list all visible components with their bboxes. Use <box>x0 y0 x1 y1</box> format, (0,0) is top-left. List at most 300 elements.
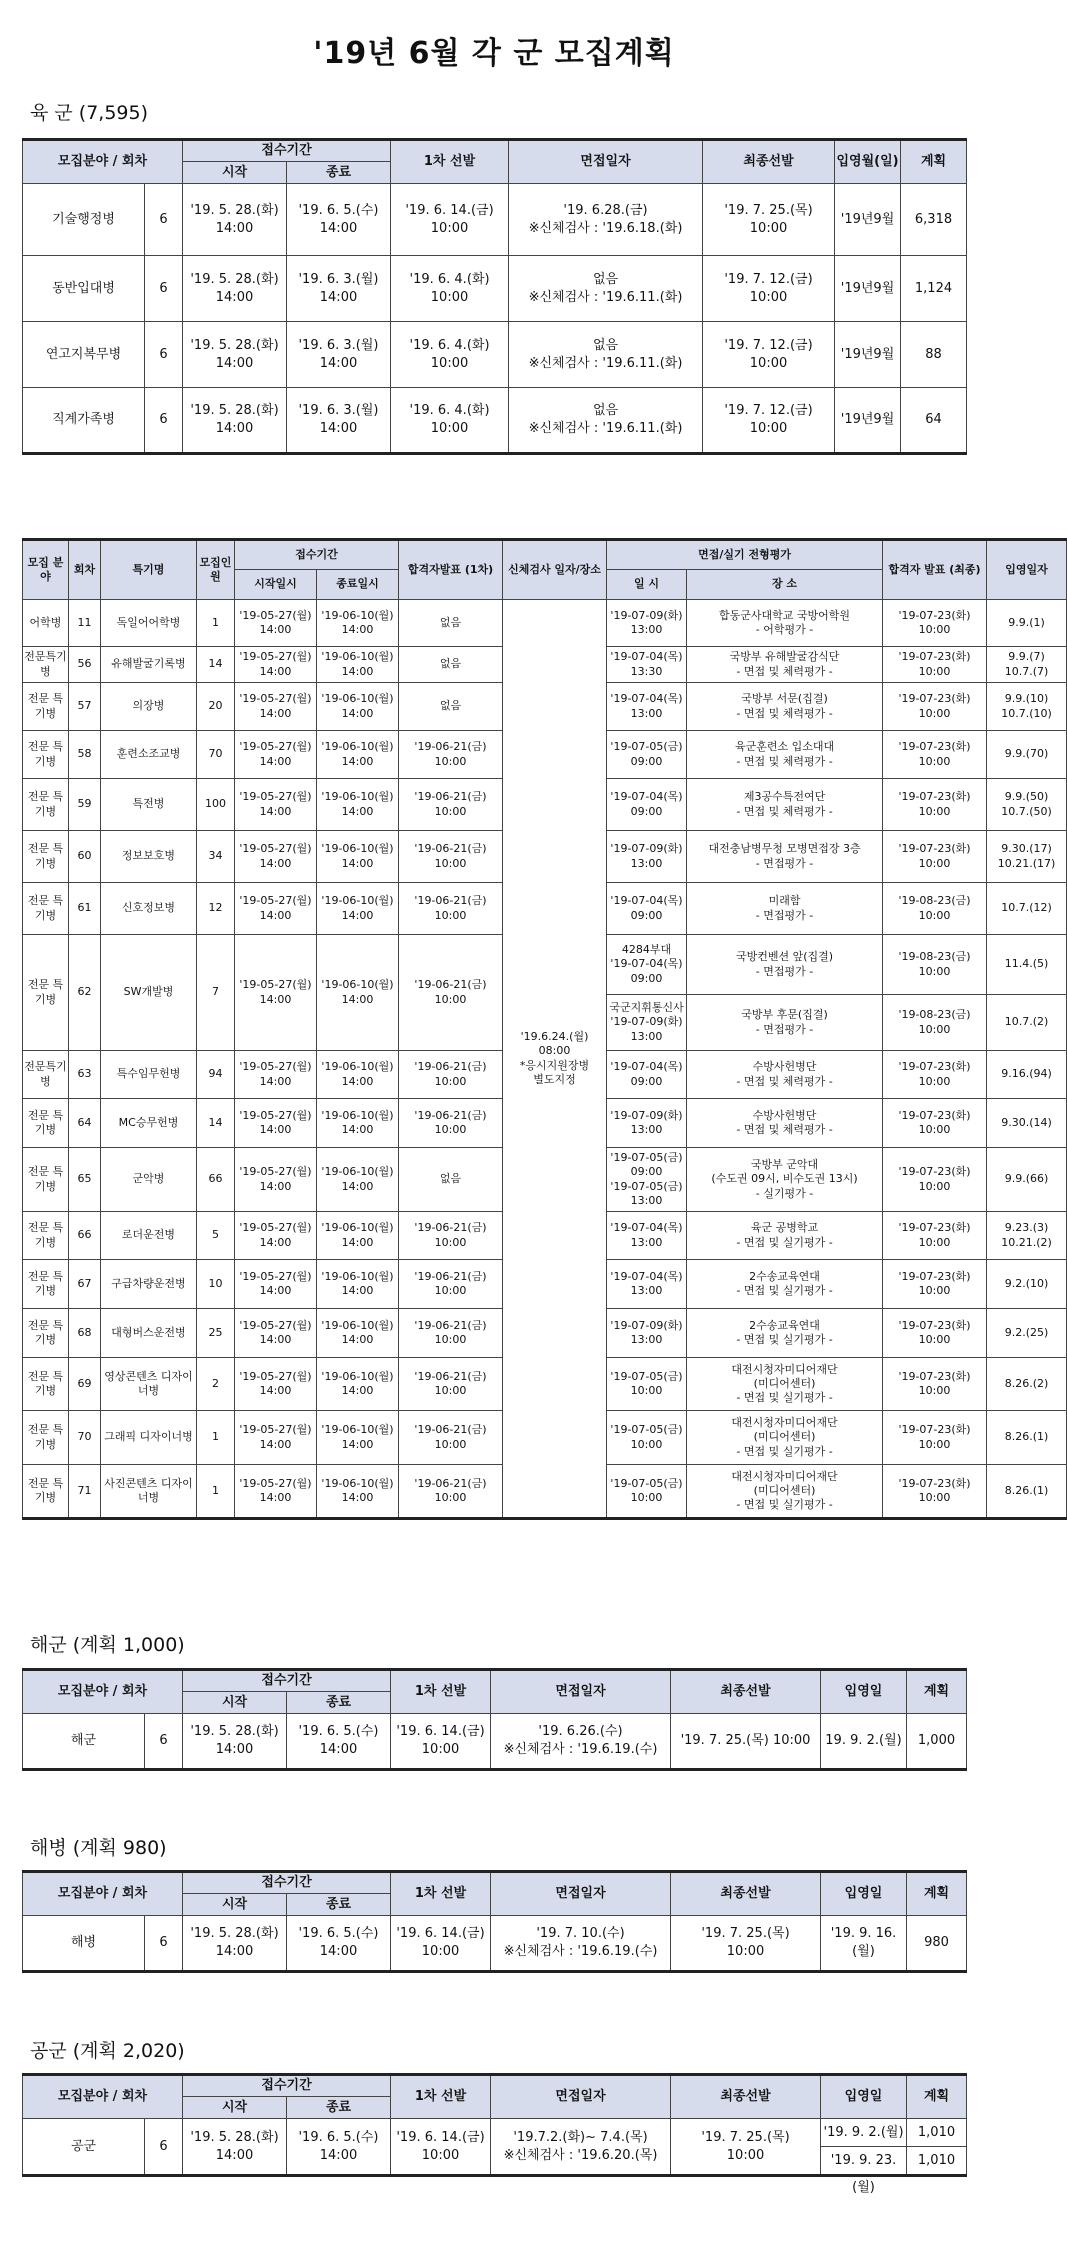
start-date-line: '19-05-27(월) <box>239 1221 312 1235</box>
first-pass-date-line: 10:00 <box>434 1074 467 1088</box>
first-pass-date-line: '19-06-21(금) <box>414 1318 487 1332</box>
header-enlist: 입영일자 <box>987 540 1067 600</box>
start-date <box>235 731 317 779</box>
enlist-date-line: 9.9.(66) <box>1004 1172 1049 1186</box>
end-date-line: 14:00 <box>341 1284 374 1297</box>
interview-datetime-line: 13:00 <box>630 856 663 870</box>
enlist-date <box>987 1148 1067 1212</box>
enlist-date: 19. 9. 2.(월) <box>821 1714 907 1770</box>
enlist-date-line: 9.30.(17) <box>1001 842 1052 856</box>
interview-date <box>491 1916 671 1972</box>
start-date-line: '19. 5. 28.(화) <box>190 202 279 218</box>
end-date-line: 14:00 <box>341 1123 374 1136</box>
final-pass-date-line: '19-07-23(화) <box>898 608 971 622</box>
physical-exam-date-line: 08:00 <box>538 1044 571 1058</box>
end-date-line: 14:00 <box>341 623 374 636</box>
first-pass-date <box>399 600 503 647</box>
final-selection-line: '19. 7. 25.(목) <box>701 1926 790 1942</box>
airforce-heading: 공군 (계획 2,020) <box>30 2040 185 2062</box>
start-date-line: '19-05-27(월) <box>239 978 312 992</box>
end-date <box>317 935 399 1051</box>
start-date-line: '19. 5. 28.(화) <box>190 403 279 419</box>
first-selection-line: '19. 6. 4.(화) <box>409 271 490 287</box>
header-field: 모집분야 / 회차 <box>23 1670 183 1714</box>
interview-place-line: - 면접 및 체력평가 - <box>736 1074 833 1088</box>
interview-date-line: ※신체검사 : '19.6.11.(화) <box>528 289 683 305</box>
interview-place-line: 미래함 <box>768 894 801 908</box>
interview-place-line: - 면접평가 - <box>755 1022 814 1036</box>
start-date-line: '19-05-27(월) <box>239 650 312 664</box>
interview-place-line: 대전시청자미디어재단 <box>731 1469 838 1483</box>
interview-datetime-line: 09:00 <box>630 908 663 922</box>
final-selection-line: 10:00 <box>749 220 788 236</box>
header-final: 최종선발 <box>671 1670 821 1714</box>
table-row <box>23 2119 967 2176</box>
interview-place-line: 합동군사대학교 국방어학원 <box>719 608 851 622</box>
first-pass-date-line: 없음 <box>439 615 462 629</box>
interview-datetime-line: '19-07-04(목) <box>610 1269 683 1283</box>
end-date <box>287 184 391 256</box>
final-selection <box>703 388 835 454</box>
final-pass-date-line: '19-07-23(화) <box>898 1221 971 1235</box>
start-date-line: 14:00 <box>215 220 254 236</box>
interview-date-line: 없음 <box>592 337 619 353</box>
final-pass-date-line: 10:00 <box>918 754 951 768</box>
field-category: 어학병 <box>23 600 69 647</box>
plan-count: 6,318 <box>901 184 967 256</box>
final-pass-date-line: 10:00 <box>918 1123 951 1136</box>
interview-datetime-line: 13:00 <box>630 1284 663 1297</box>
interview-datetime-line: '19-07-09(화) <box>610 1318 683 1332</box>
round: 56 <box>69 647 101 683</box>
start-date-line: '19-05-27(월) <box>239 1423 312 1437</box>
final-pass-date-line: 10:00 <box>918 964 951 978</box>
end-date-line: '19-06-10(월) <box>321 894 394 908</box>
enlist-date-line: 10.21.(17) <box>997 856 1056 870</box>
interview-place-line: - 면접평가 - <box>755 908 814 922</box>
enlist-date <box>987 779 1067 831</box>
enlist-date <box>987 1260 1067 1309</box>
interview-datetime <box>607 1099 687 1148</box>
header-field: 모집분야 / 회차 <box>23 2075 183 2119</box>
start-date <box>183 256 287 322</box>
start-date-line: '19-05-27(월) <box>239 692 312 706</box>
interview-datetime-line: '19-07-04(목) <box>610 650 683 664</box>
first-pass-date <box>399 1148 503 1212</box>
interview-datetime <box>607 1411 687 1465</box>
enlist-date <box>987 1465 1067 1519</box>
interview-datetime-line: '19-07-04(목) <box>610 790 683 804</box>
first-pass-date-line: '19-06-21(금) <box>414 1060 487 1074</box>
header-physical: 신체검사 일자/장소 <box>503 540 607 600</box>
start-date-line: 14:00 <box>259 992 292 1006</box>
start-date-line: '19-05-27(월) <box>239 1318 312 1332</box>
first-selection <box>391 256 509 322</box>
enlist-date-line: 10.7.(2) <box>1004 1015 1049 1029</box>
interview-datetime <box>607 600 687 647</box>
interview-place <box>687 1309 883 1358</box>
enlist-date-line: 8.26.(2) <box>1004 1376 1049 1390</box>
enlist-date-line: 9.2.(10) <box>1004 1276 1049 1290</box>
specialty-name: 정보보호병 <box>101 831 197 883</box>
specialty-name: SW개발병 <box>101 935 197 1051</box>
specialty-name: MC승무헌병 <box>101 1099 197 1148</box>
final-selection-line: '19. 7. 25.(목) <box>724 202 813 218</box>
start-date <box>235 779 317 831</box>
start-date-line: '19. 5. 28.(화) <box>190 337 279 353</box>
end-date-line: '19-06-10(월) <box>321 1221 394 1235</box>
round: 6 <box>145 256 183 322</box>
recruit-count: 1 <box>197 1411 235 1465</box>
start-date-line: 14:00 <box>259 706 292 720</box>
header-field: 모집분야 / 회차 <box>23 1872 183 1916</box>
recruit-count: 66 <box>197 1148 235 1212</box>
first-pass-date-line: 10:00 <box>434 1284 467 1297</box>
interview-datetime-line: 09:00 <box>630 1165 663 1179</box>
field-category: 전문 특기병 <box>23 731 69 779</box>
navy-heading: 해군 (계획 1,000) <box>30 1634 185 1656</box>
table-row <box>23 1916 967 1972</box>
specialty-name: 신호정보병 <box>101 883 197 935</box>
start-date <box>235 1309 317 1358</box>
round: 60 <box>69 831 101 883</box>
field-name: 해병 <box>23 1916 145 1972</box>
header-plan: 계획 <box>907 1872 967 1916</box>
first-pass-date <box>399 1465 503 1519</box>
start-date-line: '19. 5. 28.(화) <box>190 271 279 287</box>
final-selection-line: '19. 7. 12.(금) <box>724 337 813 353</box>
interview-date <box>509 322 703 388</box>
interview-datetime <box>607 831 687 883</box>
header-enlist: 입영일 <box>821 1872 907 1916</box>
end-date-line: '19-06-10(월) <box>321 1269 394 1283</box>
start-date-line: '19-05-27(월) <box>239 1108 312 1122</box>
start-date-line: 14:00 <box>259 856 292 870</box>
first-pass-date-line: '19-06-21(금) <box>414 1108 487 1122</box>
header-iplace: 장 소 <box>687 570 883 600</box>
specialty-name: 사진콘텐츠 디자이너병 <box>101 1465 197 1519</box>
interview-date-line: ※신체검사 : '19.6.11.(화) <box>528 421 683 436</box>
start-date-line: '19-05-27(월) <box>239 790 312 804</box>
first-pass-date-line: 10:00 <box>434 908 467 922</box>
first-pass-date <box>399 935 503 1051</box>
final-pass-date <box>883 1411 987 1465</box>
first-pass-date-line: 10:00 <box>434 1123 467 1136</box>
final-pass-date-line: 10:00 <box>918 706 951 720</box>
interview-datetime <box>607 683 687 731</box>
specialty-name: 의장병 <box>101 683 197 731</box>
final-pass-date <box>883 647 987 683</box>
table-row <box>23 322 967 388</box>
interview-datetime-line: 09:00 <box>630 971 663 985</box>
end-date-line: 14:00 <box>319 355 358 371</box>
interview-datetime-line: '19-07-04(목) <box>610 1221 683 1235</box>
enlist-date-line: 8.26.(1) <box>1004 1483 1049 1497</box>
round: 66 <box>69 1212 101 1260</box>
first-pass-date-line: '19-06-21(금) <box>414 1221 487 1235</box>
interview-place-line: 국방부 유해발굴감식단 <box>729 650 840 664</box>
end-date <box>317 1309 399 1358</box>
final-selection-line: '19. 7. 25.(목) <box>701 2129 790 2145</box>
specialty-name: 로더운전병 <box>101 1212 197 1260</box>
end-date <box>317 883 399 935</box>
physical-exam-date-line: *응시지원장병 <box>519 1058 590 1072</box>
interview-datetime <box>607 1051 687 1099</box>
field-category: 전문 특기병 <box>23 1099 69 1148</box>
interview-date-line: ※신체검사 : '19.6.11.(화) <box>528 355 683 371</box>
start-date <box>235 1465 317 1519</box>
interview-date-line: '19. 6.26.(수) <box>538 1724 623 1740</box>
table-row <box>23 184 967 256</box>
start-date <box>235 1051 317 1099</box>
round: 57 <box>69 683 101 731</box>
header-start: 시작 <box>183 2097 287 2119</box>
physical-exam-date-line: 별도지정 <box>533 1072 576 1086</box>
enlist-date-line: 8.26.(1) <box>1004 1430 1049 1444</box>
interview-place-line: - 면접평가 - <box>755 856 814 870</box>
interview-place <box>687 883 883 935</box>
enlist-date-line: 9.16.(94) <box>1001 1067 1052 1081</box>
interview-datetime-line: '19-07-09(화) <box>610 1015 683 1029</box>
interview-datetime <box>607 1309 687 1358</box>
final-pass-date <box>883 683 987 731</box>
interview-place-line: - 면접 및 체력평가 - <box>736 804 833 818</box>
start-date <box>183 2119 287 2176</box>
end-date-line: 14:00 <box>319 1742 358 1757</box>
specialty-name: 그래픽 디자이너병 <box>101 1411 197 1465</box>
recruit-count: 10 <box>197 1260 235 1309</box>
round: 69 <box>69 1358 101 1411</box>
final-pass-date-line: '19-07-23(화) <box>898 740 971 754</box>
header-plan: 계획 <box>907 1670 967 1714</box>
final-pass-date <box>883 995 987 1051</box>
final-pass-date <box>883 1099 987 1148</box>
first-selection-line: 10:00 <box>430 355 469 371</box>
plan-count: 1,000 <box>907 1714 967 1770</box>
interview-datetime-line: '19-07-05(금) <box>610 1369 683 1383</box>
round: 6 <box>145 1916 183 1972</box>
interview-datetime-line: '19-07-04(목) <box>610 894 683 908</box>
end-date-line: 14:00 <box>319 421 358 436</box>
first-pass-date <box>399 779 503 831</box>
final-pass-date-line: '19-07-23(화) <box>898 650 971 664</box>
header-enlist: 입영일 <box>821 1670 907 1714</box>
enlist-date <box>987 1411 1067 1465</box>
interview-place <box>687 995 883 1051</box>
end-date-line: 14:00 <box>319 220 358 236</box>
first-pass-date <box>399 1411 503 1465</box>
interview-datetime-line: 09:00 <box>630 1074 663 1088</box>
first-selection <box>391 1714 491 1770</box>
interview-date-line: ※신체검사 : '19.6.19.(수) <box>503 1944 658 1959</box>
header-interview: 면접일자 <box>491 1872 671 1916</box>
end-date <box>317 1099 399 1148</box>
final-pass-date-line: 10:00 <box>918 1179 951 1193</box>
end-date-line: 14:00 <box>341 1179 374 1193</box>
interview-datetime-line: 13:00 <box>630 1333 663 1346</box>
enlist-date-line: 11.4.(5) <box>1004 957 1049 971</box>
first-selection <box>391 2119 491 2176</box>
end-date-line: 14:00 <box>341 1384 374 1397</box>
table-row <box>23 1714 967 1770</box>
end-date-line: '19. 6. 5.(수) <box>298 2129 379 2145</box>
final-selection-line: 10:00 <box>726 1944 765 1959</box>
first-selection-line: 10:00 <box>430 289 469 305</box>
final-pass-date <box>883 1051 987 1099</box>
end-date <box>317 1465 399 1519</box>
start-date-line: '19-05-27(월) <box>239 842 312 856</box>
header-first: 1차 선발 <box>391 140 509 184</box>
start-date-line: 14:00 <box>259 664 292 678</box>
final-selection-line: 10:00 <box>749 421 788 436</box>
interview-datetime-line: '19-07-05(금) <box>610 1423 683 1437</box>
header-count: 모집인원 <box>197 540 235 600</box>
start-date-line: 14:00 <box>259 1437 292 1451</box>
interview-place <box>687 1148 883 1212</box>
field-name: 기술행정병 <box>23 184 145 256</box>
first-selection <box>391 322 509 388</box>
airforce-table <box>22 2073 967 2195</box>
final-pass-date-line: '19-08-23(금) <box>898 950 971 964</box>
start-date-line: 14:00 <box>259 1123 292 1136</box>
end-date <box>317 1148 399 1212</box>
start-date-line: 14:00 <box>259 908 292 922</box>
end-date-line: '19. 6. 5.(수) <box>298 202 379 218</box>
final-pass-date-line: '19-07-23(화) <box>898 842 971 856</box>
first-pass-date-line: 10:00 <box>434 1384 467 1397</box>
header-enlist: 입영일 <box>821 2075 907 2119</box>
first-selection-line: '19. 6. 4.(화) <box>409 337 490 353</box>
final-pass-date <box>883 1148 987 1212</box>
first-pass-date-line: '19-06-21(금) <box>414 894 487 908</box>
end-date-line: '19-06-10(월) <box>321 978 394 992</box>
end-date-line: '19-06-10(월) <box>321 608 394 622</box>
interview-place <box>687 1465 883 1519</box>
final-selection <box>671 1916 821 1972</box>
interview-place-line: 국방컨벤션 앞(집결) <box>735 950 834 964</box>
end-date <box>287 1714 391 1770</box>
final-pass-date-line: '19-07-23(화) <box>898 790 971 804</box>
final-pass-date <box>883 935 987 995</box>
end-date <box>317 1260 399 1309</box>
enlist-date <box>987 1051 1067 1099</box>
final-selection-line: 10:00 <box>749 355 788 371</box>
interview-place-line: - 면접 및 체력평가 - <box>736 754 833 768</box>
field-category: 전문 특기병 <box>23 683 69 731</box>
end-date-line: 14:00 <box>341 804 374 818</box>
final-pass-date-line: '19-07-23(화) <box>898 1165 971 1179</box>
first-pass-date <box>399 1358 503 1411</box>
recruit-count: 14 <box>197 647 235 683</box>
final-selection <box>671 2119 821 2176</box>
interview-place-line: - 실기평가 - <box>755 1186 814 1200</box>
start-date-line: 14:00 <box>259 1179 292 1193</box>
header-plan: 계획 <box>901 140 967 184</box>
start-date <box>235 1260 317 1309</box>
interview-datetime-line: '19-07-09(화) <box>610 608 683 622</box>
interview-place-line: - 면접 및 체력평가 - <box>736 706 833 720</box>
round: 63 <box>69 1051 101 1099</box>
interview-date-line: ※신체검사 : '19.6.20.(목) <box>503 2147 658 2163</box>
end-date-line: 14:00 <box>341 1333 374 1346</box>
end-date-line: 14:00 <box>341 706 374 720</box>
interview-place-line: 제3공수특전여단 <box>743 790 826 804</box>
final-pass-date <box>883 731 987 779</box>
interview-date-line: ※신체검사 : '19.6.19.(수) <box>503 1742 658 1757</box>
field-category: 전문 특기병 <box>23 831 69 883</box>
interview-datetime-line: '19-07-05(금) <box>610 1179 683 1193</box>
interview-place-line: - 면접 및 실기평가 - <box>736 1284 833 1297</box>
interview-place <box>687 1212 883 1260</box>
final-pass-date-line: 10:00 <box>918 908 951 922</box>
final-pass-date-line: 10:00 <box>918 1074 951 1088</box>
final-pass-date-line: '19-07-23(화) <box>898 1269 971 1283</box>
final-pass-date <box>883 1309 987 1358</box>
interview-datetime-line: '19-07-04(목) <box>610 692 683 706</box>
interview-place-line: 국방부 군악대 <box>750 1158 819 1172</box>
interview-datetime-line: '19-07-05(금) <box>610 1150 683 1164</box>
start-date <box>235 935 317 1051</box>
enlist-date <box>987 883 1067 935</box>
final-pass-date <box>883 1212 987 1260</box>
plan-count-item: 1,010 <box>907 2119 966 2147</box>
recruit-count: 34 <box>197 831 235 883</box>
enlist-date-line: 9.9.(50) <box>1004 790 1049 804</box>
field-name: 연고지복무병 <box>23 322 145 388</box>
specialty-name: 유해발굴기록병 <box>101 647 197 683</box>
final-pass-date-line: '19-07-23(화) <box>898 1369 971 1383</box>
first-pass-date-line: '19-06-21(금) <box>414 842 487 856</box>
start-date <box>183 1714 287 1770</box>
header-start: 시작일시 <box>235 570 317 600</box>
end-date <box>317 1358 399 1411</box>
enlist-date <box>821 2119 907 2195</box>
interview-place-line: - 면접 및 실기평가 - <box>736 1391 833 1405</box>
final-selection-line: '19. 7. 12.(금) <box>724 403 813 419</box>
end-date-line: '19. 6. 3.(월) <box>298 271 379 287</box>
interview-place <box>687 779 883 831</box>
first-pass-date-line: 10:00 <box>434 804 467 818</box>
end-date-line: '19-06-10(월) <box>321 790 394 804</box>
end-date-line: '19-06-10(월) <box>321 1060 394 1074</box>
physical-exam-date <box>503 600 607 1519</box>
final-selection <box>703 256 835 322</box>
round: 67 <box>69 1260 101 1309</box>
final-pass-date-line: 10:00 <box>918 664 951 678</box>
interview-place-line: 수방사헌병단 <box>752 1108 817 1122</box>
interview-datetime-line: 13:30 <box>630 664 663 678</box>
end-date-line: 14:00 <box>341 856 374 870</box>
interview-place-line: 대전시청자미디어재단 <box>731 1362 838 1376</box>
start-date-line: '19-05-27(월) <box>239 1269 312 1283</box>
first-pass-date <box>399 1099 503 1148</box>
header-end: 종료 <box>287 1692 391 1714</box>
interview-place-line: - 면접 및 체력평가 - <box>736 1123 833 1136</box>
enlist-date-line: 9.2.(25) <box>1004 1325 1049 1339</box>
interview-place <box>687 600 883 647</box>
interview-datetime-line: 13:00 <box>630 1123 663 1136</box>
final-pass-date-line: 10:00 <box>918 856 951 870</box>
plan-count: 1,124 <box>901 256 967 322</box>
end-date <box>317 1212 399 1260</box>
first-pass-date-line: 10:00 <box>434 856 467 870</box>
end-date-line: 14:00 <box>341 1491 374 1504</box>
interview-date-line: ※신체검사 : '19.6.18.(화) <box>528 220 683 236</box>
interview-place-line: 수방사헌병단 <box>752 1060 817 1074</box>
start-date <box>235 647 317 683</box>
final-pass-date-line: '19-07-23(화) <box>898 1318 971 1332</box>
header-first: 1차 선발 <box>391 1670 491 1714</box>
